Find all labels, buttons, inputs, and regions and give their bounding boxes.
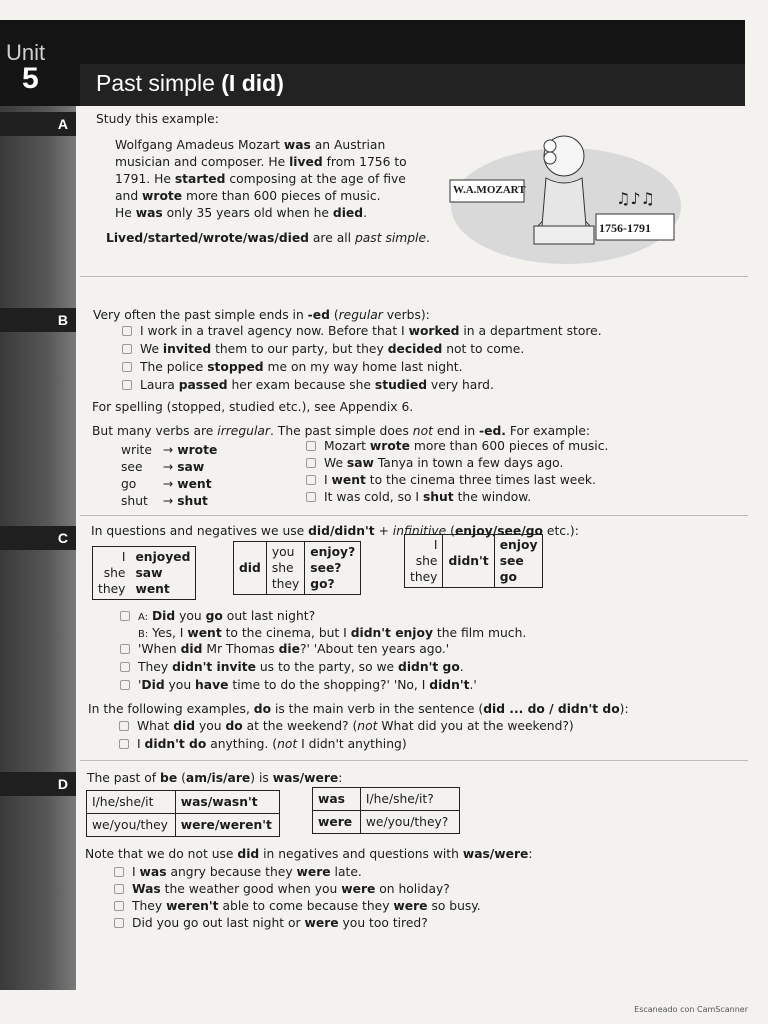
t3-verbs: enjoy see go (494, 535, 543, 588)
irregular-example-3: I went to the cinema three times last week. (306, 472, 596, 488)
verb-row-1: write → wrote (121, 443, 218, 457)
be-t1-subj-1: I/he/she/it (87, 791, 176, 814)
irregular-example-2: We saw Tanya in town a few days ago. (306, 455, 563, 471)
verb-row-4: shut → shut (121, 494, 208, 508)
t1-verbs: enjoyed saw went (130, 547, 195, 600)
positive-table (92, 546, 196, 600)
main-verb-note: In the following examples, do is the main verb in the sentence (did ... do / didn't do): (88, 702, 629, 716)
be-intro: The past of be (am/is/are) is was/were: (87, 771, 343, 785)
be-t1-subj-2: we/you/they (87, 814, 176, 837)
svg-text:♫♪♫: ♫♪♫ (616, 189, 655, 208)
d-example-1: I was angry because they were late. (114, 864, 362, 880)
irregular-example-1: Mozart wrote more than 600 pieces of music. (306, 438, 608, 454)
study-heading: Study this example: (96, 112, 219, 126)
regular-example-1: I work in a travel agency now. Before that I worked in a department store. (122, 323, 602, 339)
mozart-line-3: 1791. He started composing at the age of five (115, 172, 406, 186)
plaque-years: 1756-1791 (599, 221, 651, 235)
question-table (233, 541, 361, 595)
irregular-example-4: It was cold, so I shut the window. (306, 489, 531, 505)
mozart-line-1: Wolfgang Amadeus Mozart was an Austrian (115, 138, 386, 152)
t3-subjects: I she they (405, 535, 443, 588)
mozart-line-5: He was only 35 years old when he died. (115, 206, 367, 220)
irregular-intro: But many verbs are irregular. The past simple does not end in -ed. For example: (92, 424, 591, 438)
be-question-table (312, 787, 460, 834)
be-t2-subj-1: I/he/she/it? (360, 788, 459, 811)
scanner-watermark: Escaneado con CamScanner (634, 1005, 748, 1014)
verb-row-2: see → saw (121, 460, 205, 474)
regular-example-2: We invited them to our party, but they decided not to come. (122, 341, 524, 357)
unit-word: Unit (6, 40, 46, 65)
unit-number: 5 (22, 62, 39, 95)
be-t1-verb-2: were/weren't (175, 814, 279, 837)
be-t2-subj-2: we/you/they? (360, 811, 459, 834)
t2-subjects: you she they (266, 542, 304, 595)
regular-example-3: The police stopped me on my way home last night. (122, 359, 463, 375)
divider-c (80, 760, 748, 761)
section-label-a: A (0, 112, 76, 136)
plaque-name: W.A.MOZART (453, 184, 526, 196)
regular-example-4: Laura passed her exam because she studied very hard. (122, 377, 494, 393)
section-label-b: B (0, 308, 76, 332)
c-example-5: 'Did you have time to do the shopping?' 'No, I didn't.' (120, 677, 477, 693)
c-example-3: 'When did Mr Thomas die?' 'About ten years ago.' (120, 641, 449, 657)
mozart-line-2: musician and composer. He lived from 1756 to (115, 155, 407, 169)
t2-aux: did (234, 542, 267, 595)
regular-intro: Very often the past simple ends in -ed (regular verbs): (93, 308, 430, 322)
be-t2-verb-1: was (313, 788, 361, 811)
c-example-1: A: Did you go out last night? (120, 608, 315, 626)
mozart-line-4: and wrote more than 600 pieces of music. (115, 189, 381, 203)
d-example-3: They weren't able to come because they were so busy. (114, 898, 481, 914)
main-verb-example-1: What did you do at the weekend? (not What did you at the weekend?) (119, 718, 574, 734)
c-example-4: They didn't invite us to the party, so we didn't go. (120, 659, 464, 675)
divider-a (80, 276, 748, 277)
section-label-d: D (0, 772, 76, 796)
d-example-4: Did you go out last night or were you too tired? (114, 915, 428, 931)
was-were-note: Note that we do not use did in negatives and questions with was/were: (85, 847, 533, 861)
t3-aux: didn't (443, 535, 494, 588)
questions-intro: In questions and negatives we use did/didn't + infinitive (enjoy/see/go etc.): (91, 524, 579, 538)
side-strip (0, 20, 76, 990)
verb-row-3: go → went (121, 477, 212, 491)
t2-verbs: enjoy? see? go? (305, 542, 361, 595)
spelling-note: For spelling (stopped, studied etc.), see Appendix 6. (92, 400, 414, 414)
be-t1-verb-1: was/wasn't (175, 791, 279, 814)
negative-table (404, 534, 543, 588)
d-example-2: Was the weather good when you were on holiday? (114, 881, 450, 897)
be-t2-verb-2: were (313, 811, 361, 834)
section-label-c: C (0, 526, 76, 550)
divider-b (80, 515, 748, 516)
main-verb-example-2: I didn't do anything. (not I didn't anything) (119, 736, 407, 752)
c-example-2: B: Yes, I went to the cinema, but I didn't enjoy the film much. (138, 626, 527, 640)
page-title: Past simple (I did) (96, 70, 284, 96)
t1-subjects: I she they (93, 547, 131, 600)
past-simple-summary: Lived/started/wrote/was/died are all past simple. (106, 231, 430, 245)
be-statement-table (86, 790, 280, 837)
